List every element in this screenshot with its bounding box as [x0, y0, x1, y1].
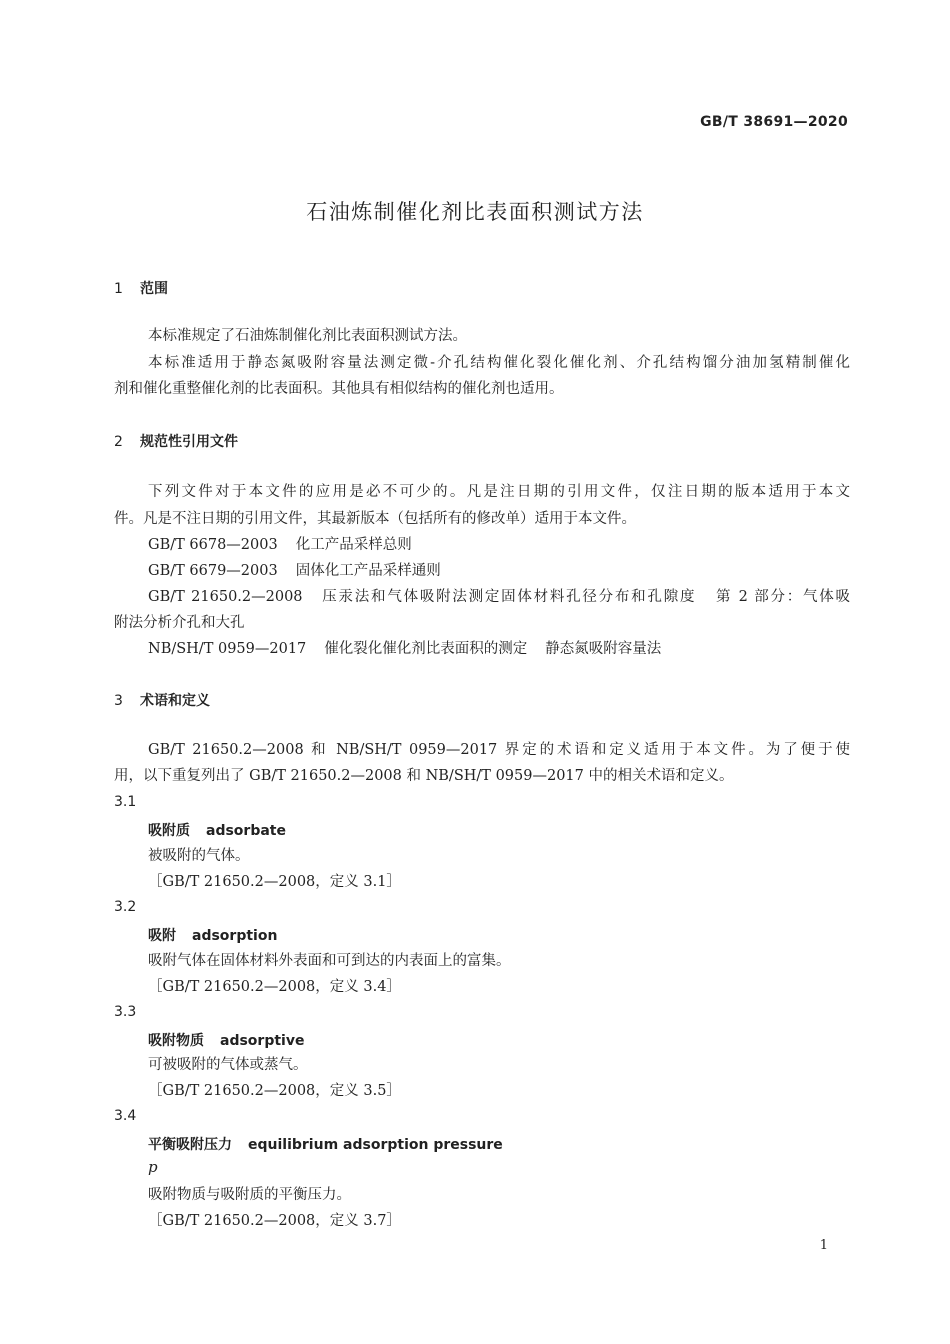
term-number: 3.2: [114, 899, 137, 915]
term-source: ［GB/T 21650.2—2008，定义 3.7］: [148, 1213, 401, 1229]
reference-part: 第 2 部分：气体吸: [714, 589, 850, 605]
term-en: equilibrium adsorption pressure: [248, 1137, 503, 1153]
term-source: ［GB/T 21650.2—2008，定义 3.1］: [148, 874, 401, 890]
paragraph-line: 用，以下重复列出了 GB/T 21650.2—2008 和 NB/SH/T 0959—2017 中的相关术语和定义。: [114, 768, 734, 784]
term-entry: [148, 1030, 304, 1050]
paragraph-line: 件。凡是不注日期的引用文件，其最新版本（包括所有的修改单）适用于本文件。: [114, 511, 636, 527]
term-zh: 吸附质: [148, 823, 190, 839]
reference-item: [148, 639, 850, 659]
reference-code: GB/T 6678—2003: [148, 537, 278, 553]
term-entry: [148, 1134, 503, 1154]
term-zh: 吸附: [148, 928, 176, 944]
term-entry: [148, 925, 277, 945]
term-en: adsorptive: [220, 1033, 305, 1049]
paragraph-line: 下列文件对于本文件的应用是必不可少的。凡是注日期的引用文件，仅注日期的版本适用于本文: [148, 484, 850, 500]
document-title: 石油炼制催化剂比表面积测试方法: [306, 200, 644, 224]
reference-code: GB/T 21650.2—2008: [148, 589, 303, 605]
reference-code: NB/SH/T 0959—2017: [148, 641, 307, 657]
reference-title: 催化裂化催化剂比表面积的测定: [324, 641, 528, 657]
term-en: adsorption: [192, 928, 278, 944]
term-number: 3.4: [114, 1108, 137, 1124]
paragraph-line: 剂和催化重整催化剂的比表面积。其他具有相似结构的催化剂也适用。: [114, 381, 564, 397]
paragraph-line: GB/T 21650.2—2008 和 NB/SH/T 0959—2017 界定的术语和定义适用于本文件。为了便于使: [148, 742, 850, 758]
term-number: 3.3: [114, 1004, 137, 1020]
reference-item: [148, 535, 850, 555]
reference-title: 压汞法和气体吸附法测定固体材料孔径分布和孔隙度: [320, 589, 697, 605]
reference-code: GB/T 6679—2003: [148, 563, 278, 579]
term-entry: [148, 820, 286, 840]
term-symbol: p: [148, 1158, 158, 1176]
reference-item: [148, 587, 850, 607]
section-title: 术语和定义: [140, 693, 210, 709]
term-definition: 被吸附的气体。: [148, 848, 250, 864]
paragraph-line: 本标准适用于静态氮吸附容量法测定微-介孔结构催化裂化催化剂、介孔结构馏分油加氢精制催化: [148, 355, 850, 371]
page-number: 1: [819, 1238, 828, 1253]
section-number: 2: [114, 434, 123, 450]
section-3-heading: [114, 690, 210, 710]
term-definition: 可被吸附的气体或蒸气。: [148, 1057, 308, 1073]
term-definition: 吸附物质与吸附质的平衡压力。: [148, 1187, 351, 1203]
reference-title: 化工产品采样总则: [295, 537, 412, 553]
paragraph: 本标准规定了石油炼制催化剂比表面积测试方法。: [148, 328, 467, 344]
term-source: ［GB/T 21650.2—2008，定义 3.5］: [148, 1083, 401, 1099]
reference-continuation: 附法分析介孔和大孔: [114, 615, 245, 631]
section-1-heading: [114, 278, 168, 298]
term-number: 3.1: [114, 794, 137, 810]
term-zh: 吸附物质: [148, 1033, 204, 1049]
reference-title: 固体化工产品采样通则: [295, 563, 441, 579]
term-definition: 吸附气体在固体材料外表面和可到达的内表面上的富集。: [148, 953, 511, 969]
section-title: 规范性引用文件: [140, 434, 238, 450]
standard-number: GB/T 38691—2020: [700, 114, 848, 130]
term-en: adsorbate: [206, 823, 286, 839]
term-zh: 平衡吸附压力: [148, 1137, 232, 1153]
term-source: ［GB/T 21650.2—2008，定义 3.4］: [148, 979, 401, 995]
section-number: 3: [114, 693, 123, 709]
section-title: 范围: [140, 281, 168, 297]
section-2-heading: [114, 431, 238, 451]
section-number: 1: [114, 281, 123, 297]
reference-item: [148, 561, 850, 581]
reference-part: 静态氮吸附容量法: [545, 641, 662, 657]
